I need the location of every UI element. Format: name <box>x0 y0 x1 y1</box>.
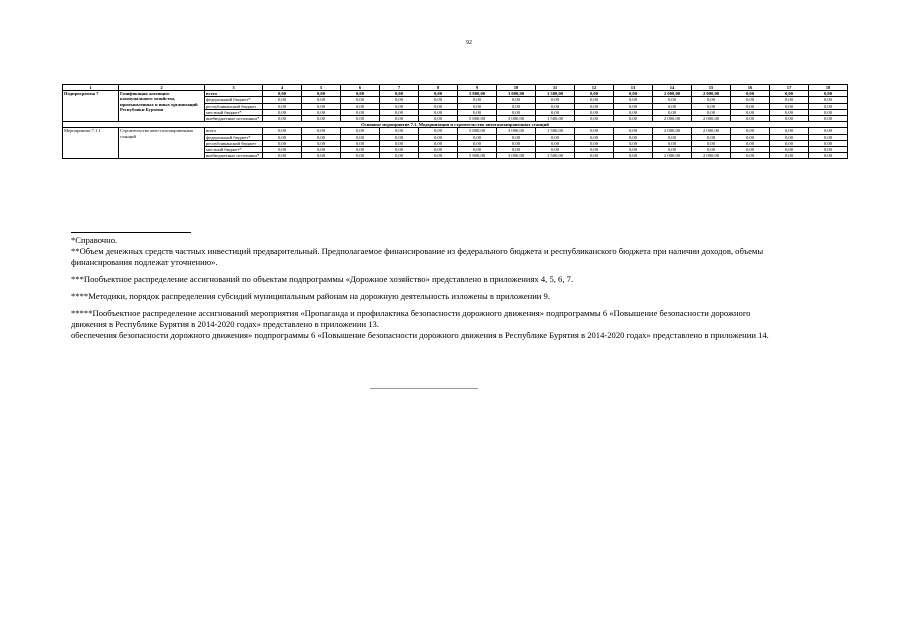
column-number: 6 <box>341 85 380 91</box>
value-cell: 0,00 <box>419 116 458 122</box>
value-cell: 0,00 <box>341 116 380 122</box>
value-cell: 0,00 <box>497 134 536 140</box>
value-cell: 5 800,00 <box>458 91 497 97</box>
value-cell: 0,00 <box>380 128 419 134</box>
value-cell: 0,00 <box>614 91 653 97</box>
value-cell: 0,00 <box>458 97 497 103</box>
value-cell: 2 000,00 <box>692 91 731 97</box>
value-cell: 0,00 <box>458 140 497 146</box>
value-cell: 0,00 <box>809 109 848 115</box>
value-cell: 0,00 <box>731 116 770 122</box>
value-cell: 0,00 <box>419 103 458 109</box>
value-cell: 0,00 <box>731 109 770 115</box>
footnote-6: обеспечения безопасности дорожного движения» подпрограммы 6 «Повышение безопасности дорожного движения в Республике Бурятия в 2014-2020 годах» представлено в приложении 14. <box>71 330 769 340</box>
value-cell: 0,00 <box>302 103 341 109</box>
value-cell: 0,00 <box>770 128 809 134</box>
value-cell: 2 000,00 <box>692 128 731 134</box>
value-cell: 0,00 <box>731 134 770 140</box>
value-cell: 0,00 <box>419 147 458 153</box>
value-cell: 0,00 <box>731 103 770 109</box>
funding-source: всего <box>205 128 263 134</box>
bottom-divider <box>370 388 478 389</box>
value-cell: 0,00 <box>692 109 731 115</box>
value-cell: 2 000,00 <box>653 91 692 97</box>
value-cell: 0,00 <box>536 134 575 140</box>
value-cell: 0,00 <box>419 97 458 103</box>
value-cell: 0,00 <box>263 140 302 146</box>
column-number: 2 <box>119 85 205 91</box>
value-cell: 0,00 <box>614 153 653 159</box>
value-cell: 0,00 <box>575 116 614 122</box>
value-cell: 0,00 <box>302 128 341 134</box>
column-number: 7 <box>380 85 419 91</box>
footnote-2: **Объем денежных средств частных инвестиций предварительный. Предполагаемое финансирование из федерального бюджета и республиканского бюджета при наличии доходов, объемы финансирования подлежат уточнению». <box>71 246 764 267</box>
value-cell: 0,00 <box>575 91 614 97</box>
column-number: 8 <box>419 85 458 91</box>
value-cell: 0,00 <box>419 128 458 134</box>
column-number: 14 <box>653 85 692 91</box>
value-cell: 0,00 <box>341 128 380 134</box>
value-cell: 0,00 <box>575 147 614 153</box>
value-cell: 0,00 <box>419 134 458 140</box>
value-cell: 0,00 <box>263 147 302 153</box>
value-cell: 0,00 <box>770 91 809 97</box>
value-cell: 0,00 <box>380 97 419 103</box>
column-number: 9 <box>458 85 497 91</box>
value-cell: 0,00 <box>653 109 692 115</box>
value-cell: 0,00 <box>458 109 497 115</box>
value-cell: 0,00 <box>575 140 614 146</box>
value-cell: 0,00 <box>380 140 419 146</box>
value-cell: 0,00 <box>302 91 341 97</box>
value-cell: 0,00 <box>731 153 770 159</box>
footnote-4: ****Методики, порядок распределения субсидий муниципальным районам на дорожную деятельность изложены в приложении 9. <box>71 291 550 301</box>
value-cell: 0,00 <box>419 109 458 115</box>
value-cell: 0,00 <box>341 153 380 159</box>
value-cell: 0,00 <box>458 103 497 109</box>
value-cell: 0,00 <box>731 128 770 134</box>
column-number: 18 <box>809 85 848 91</box>
value-cell: 0,00 <box>341 103 380 109</box>
value-cell: 0,00 <box>341 140 380 146</box>
value-cell: 0,00 <box>692 134 731 140</box>
value-cell: 0,00 <box>458 134 497 140</box>
program-code: Подпрограмма 7 <box>63 91 119 122</box>
value-cell: 0,00 <box>263 153 302 159</box>
column-number: 3 <box>205 85 263 91</box>
value-cell: 0,00 <box>302 116 341 122</box>
value-cell: 1 500,00 <box>536 116 575 122</box>
column-number: 17 <box>770 85 809 91</box>
column-number: 15 <box>692 85 731 91</box>
value-cell: 0,00 <box>770 116 809 122</box>
value-cell: 0,00 <box>263 103 302 109</box>
value-cell: 0,00 <box>341 134 380 140</box>
value-cell: 0,00 <box>614 128 653 134</box>
funding-source: местный бюджет* <box>205 109 263 115</box>
footnotes <box>71 232 771 341</box>
value-cell: 0,00 <box>263 109 302 115</box>
value-cell: 0,00 <box>341 109 380 115</box>
value-cell: 0,00 <box>575 103 614 109</box>
value-cell: 0,00 <box>458 147 497 153</box>
value-cell: 0,00 <box>770 153 809 159</box>
value-cell: 0,00 <box>731 147 770 153</box>
value-cell: 3 000,00 <box>497 116 536 122</box>
value-cell: 0,00 <box>302 134 341 140</box>
funding-source: внебюджетные источники* <box>205 153 263 159</box>
funding-source: внебюджетные источники* <box>205 116 263 122</box>
value-cell: 0,00 <box>380 147 419 153</box>
value-cell: 0,00 <box>614 109 653 115</box>
value-cell: 0,00 <box>809 116 848 122</box>
value-cell: 0,00 <box>380 103 419 109</box>
value-cell: 0,00 <box>770 103 809 109</box>
column-number: 12 <box>575 85 614 91</box>
footnote-3: ***Пообъектное распределение ассигнований по объектам подпрограммы «Дорожное хозяйство» представлено в приложениях 4, 5, 6, 7. <box>71 274 574 284</box>
funding-source: федеральный бюджет* <box>205 97 263 103</box>
column-number: 4 <box>263 85 302 91</box>
value-cell: 0,00 <box>497 97 536 103</box>
value-cell: 0,00 <box>536 147 575 153</box>
funding-source: республиканский бюджет <box>205 140 263 146</box>
value-cell: 0,00 <box>263 128 302 134</box>
column-number: 13 <box>614 85 653 91</box>
footnote-1: *Справочно. <box>71 235 118 245</box>
value-cell: 2 000,00 <box>692 116 731 122</box>
value-cell: 2 000,00 <box>692 153 731 159</box>
column-number: 1 <box>63 85 119 91</box>
value-cell: 0,00 <box>770 134 809 140</box>
column-number: 10 <box>497 85 536 91</box>
footnote-rule <box>71 232 191 233</box>
program-code: Мероприятие 7.1.1 <box>63 128 119 159</box>
column-number: 5 <box>302 85 341 91</box>
column-number: 11 <box>536 85 575 91</box>
value-cell: 0,00 <box>614 140 653 146</box>
value-cell: 0,00 <box>341 91 380 97</box>
value-cell: 0,00 <box>575 109 614 115</box>
value-cell: 3 000,00 <box>497 153 536 159</box>
value-cell: 0,00 <box>653 134 692 140</box>
value-cell: 0,00 <box>497 140 536 146</box>
value-cell: 5 800,00 <box>458 153 497 159</box>
value-cell: 0,00 <box>653 97 692 103</box>
value-cell: 0,00 <box>731 140 770 146</box>
value-cell: 0,00 <box>653 140 692 146</box>
value-cell: 0,00 <box>575 153 614 159</box>
value-cell: 0,00 <box>770 147 809 153</box>
value-cell: 0,00 <box>263 97 302 103</box>
program-name: Газификация жилищно-коммунального хозяйства, промышленных и иных организаций Республики Бурятия <box>119 91 205 122</box>
value-cell: 1 500,00 <box>536 128 575 134</box>
value-cell: 0,00 <box>380 153 419 159</box>
value-cell: 0,00 <box>575 97 614 103</box>
value-cell: 0,00 <box>809 97 848 103</box>
value-cell: 0,00 <box>653 103 692 109</box>
value-cell: 0,00 <box>614 116 653 122</box>
value-cell: 2 000,00 <box>653 116 692 122</box>
value-cell: 0,00 <box>302 109 341 115</box>
value-cell: 0,00 <box>497 103 536 109</box>
funding-source: местный бюджет* <box>205 147 263 153</box>
value-cell: 0,00 <box>380 116 419 122</box>
value-cell: 0,00 <box>302 97 341 103</box>
value-cell: 0,00 <box>419 153 458 159</box>
value-cell: 0,00 <box>263 134 302 140</box>
value-cell: 0,00 <box>770 109 809 115</box>
value-cell: 0,00 <box>614 147 653 153</box>
page-number: 92 <box>466 40 472 46</box>
value-cell: 0,00 <box>302 153 341 159</box>
value-cell: 5 800,00 <box>458 116 497 122</box>
budget-table <box>62 84 848 159</box>
value-cell: 0,00 <box>341 97 380 103</box>
funding-source: республиканский бюджет <box>205 103 263 109</box>
value-cell: 0,00 <box>263 116 302 122</box>
value-cell: 0,00 <box>380 134 419 140</box>
value-cell: 0,00 <box>770 140 809 146</box>
value-cell: 0,00 <box>809 147 848 153</box>
value-cell: 0,00 <box>380 109 419 115</box>
value-cell: 0,00 <box>497 147 536 153</box>
column-number: 16 <box>731 85 770 91</box>
funding-source: всего <box>205 91 263 97</box>
value-cell: 0,00 <box>653 147 692 153</box>
value-cell: 1 500,00 <box>536 153 575 159</box>
funding-source: федеральный бюджет* <box>205 134 263 140</box>
program-name: Строительство авто-газозаправочных станций <box>119 128 205 159</box>
value-cell: 2 000,00 <box>653 153 692 159</box>
value-cell: 0,00 <box>614 97 653 103</box>
value-cell: 0,00 <box>575 128 614 134</box>
value-cell: 0,00 <box>692 97 731 103</box>
value-cell: 0,00 <box>536 109 575 115</box>
section-title: Основное мероприятие 7.1. Модернизация и строительство автогазозаправочных станций <box>63 122 848 128</box>
value-cell: 0,00 <box>263 91 302 97</box>
value-cell: 0,00 <box>380 91 419 97</box>
value-cell: 0,00 <box>536 140 575 146</box>
value-cell: 0,00 <box>341 147 380 153</box>
value-cell: 0,00 <box>692 147 731 153</box>
value-cell: 0,00 <box>809 153 848 159</box>
value-cell: 0,00 <box>497 109 536 115</box>
value-cell: 0,00 <box>809 134 848 140</box>
value-cell: 0,00 <box>419 91 458 97</box>
value-cell: 5 800,00 <box>458 128 497 134</box>
value-cell: 0,00 <box>419 140 458 146</box>
value-cell: 0,00 <box>809 103 848 109</box>
value-cell: 0,00 <box>302 147 341 153</box>
value-cell: 3 000,00 <box>497 91 536 97</box>
value-cell: 0,00 <box>575 134 614 140</box>
value-cell: 0,00 <box>731 91 770 97</box>
value-cell: 3 000,00 <box>497 128 536 134</box>
value-cell: 0,00 <box>614 103 653 109</box>
value-cell: 0,00 <box>770 97 809 103</box>
value-cell: 0,00 <box>614 134 653 140</box>
value-cell: 0,00 <box>731 97 770 103</box>
value-cell: 0,00 <box>809 128 848 134</box>
value-cell: 0,00 <box>692 103 731 109</box>
value-cell: 0,00 <box>536 97 575 103</box>
value-cell: 0,00 <box>536 103 575 109</box>
value-cell: 2 000,00 <box>653 128 692 134</box>
value-cell: 0,00 <box>692 140 731 146</box>
value-cell: 0,00 <box>302 140 341 146</box>
value-cell: 1 500,00 <box>536 91 575 97</box>
footnote-5: *****Пообъектное распределение ассигнований мероприятия «Пропаганда и профилактика безопасности дорожного движения» подпрограммы 6 «Повышение безопасности дорожного движения в Республике Бурятия в 2014-2020 годах» представлено в приложении 13. <box>71 308 751 329</box>
value-cell: 0,00 <box>809 91 848 97</box>
value-cell: 0,00 <box>809 140 848 146</box>
